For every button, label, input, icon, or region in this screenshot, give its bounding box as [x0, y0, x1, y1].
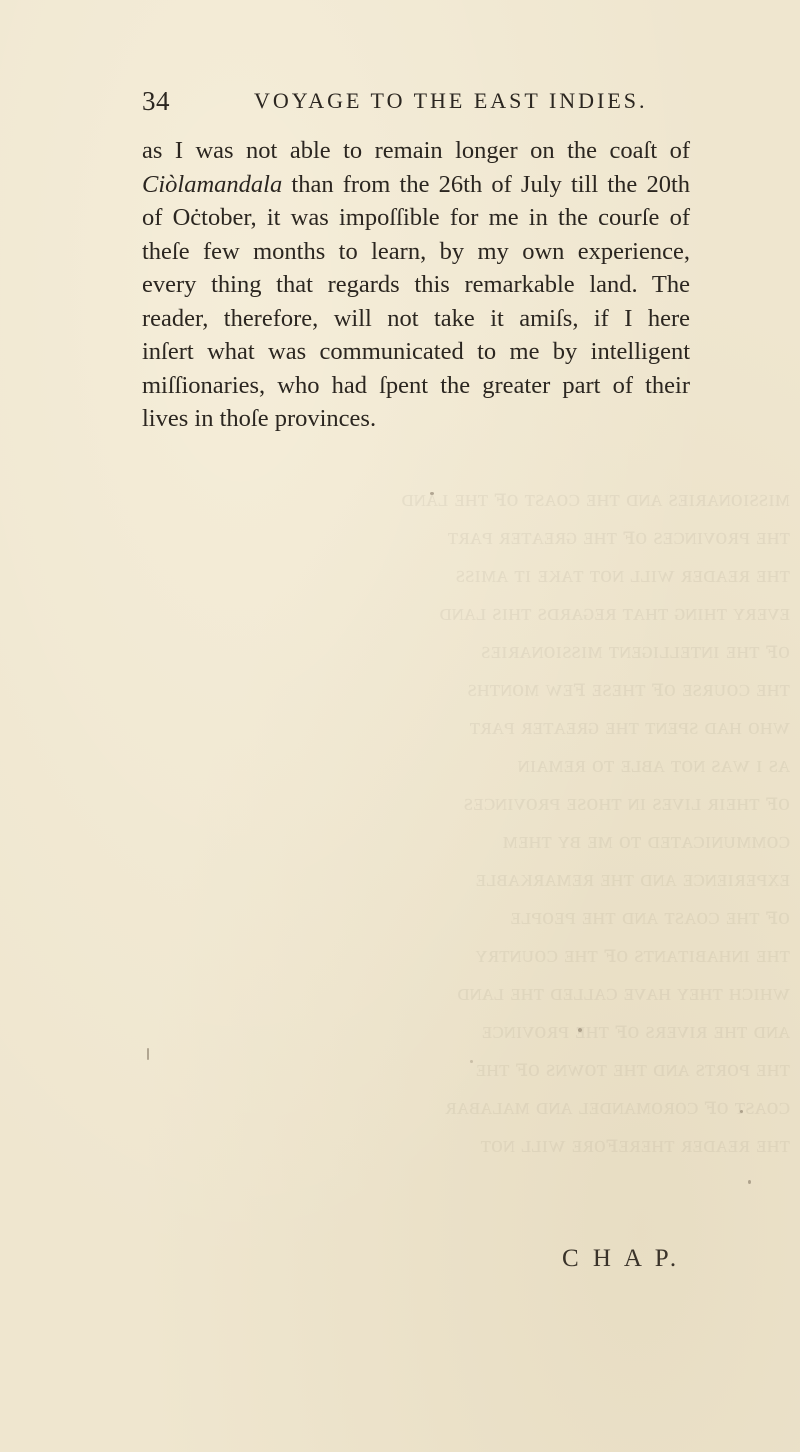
text-line: as I was not able to remain longer on the coaſt of	[142, 137, 690, 164]
text-line-remainder: than from the 26th of July till the 20th	[291, 170, 690, 198]
paper-speck	[740, 1110, 743, 1113]
bleed-through-texture: ᴍɪssɪᴏɴᴀʀɪᴇs ᴀɴᴅ ᴛʜᴇ ᴄᴏᴀsᴛ ᴏꜰ ᴛʜᴇ ʟᴀɴᴅ ᴛʜᴇ ᴘʀᴏᴠɪɴᴄᴇs ᴏꜰ ᴛʜᴇ ɢʀᴇᴀᴛᴇʀ ᴘᴀʀᴛ ᴛʜᴇ ʀᴇᴀᴅᴇʀ ᴡɪʟʟ ɴᴏᴛ ᴛᴀᴋᴇ ɪᴛ ᴀᴍɪss ᴇᴠᴇʀʏ ᴛʜɪɴɢ ᴛʜᴀᴛ ʀᴇɢᴀʀᴅs ᴛʜɪs ʟᴀɴᴅ ᴏꜰ ᴛʜᴇ ɪɴᴛᴇʟʟɪɢᴇɴᴛ ᴍɪssɪᴏɴᴀʀɪᴇs ᴛʜᴇ ᴄᴏᴜʀsᴇ ᴏꜰ ᴛʜᴇsᴇ ꜰᴇᴡ ᴍᴏɴᴛʜs ᴡʜᴏ ʜᴀᴅ sᴘᴇɴᴛ ᴛʜᴇ ɢʀᴇᴀᴛᴇʀ ᴘᴀʀᴛ ᴀs ɪ ᴡᴀs ɴᴏᴛ ᴀʙʟᴇ ᴛᴏ ʀᴇᴍᴀɪɴ ᴏꜰ ᴛʜᴇɪʀ ʟɪᴠᴇs ɪɴ ᴛʜᴏsᴇ ᴘʀᴏᴠɪɴᴄᴇs ᴄᴏᴍᴍᴜɴɪᴄᴀᴛᴇᴅ ᴛᴏ ᴍᴇ ʙʏ ᴛʜᴇᴍ ᴇxᴘᴇʀɪᴇɴᴄᴇ ᴀɴᴅ ᴛʜᴇ ʀᴇᴍᴀʀᴋᴀʙʟᴇ ᴏꜰ ᴛʜᴇ ᴄᴏᴀsᴛ ᴀɴᴅ ᴛʜᴇ ᴘᴇᴏᴘʟᴇ ᴛʜᴇ ɪɴʜᴀʙɪᴛᴀɴᴛs ᴏꜰ ᴛʜᴇ ᴄᴏᴜɴᴛʀʏ ᴡʜɪᴄʜ ᴛʜᴇʏ ʜᴀᴠᴇ ᴄᴀʟʟᴇᴅ ᴛʜᴇ ʟᴀɴᴅ ᴀɴᴅ ᴛʜᴇ ʀɪᴠᴇʀs ᴏꜰ ᴛʜᴇ ᴘʀᴏᴠɪɴᴄᴇ ᴛʜᴇ ᴘᴏʀᴛs ᴀɴᴅ ᴛʜᴇ ᴛᴏᴡɴs ᴏꜰ ᴛʜᴇ ᴄᴏᴀsᴛ ᴏꜰ ᴄᴏʀᴏᴍᴀɴᴅᴇʟ ᴀɴᴅ ᴍᴀʟᴀʙᴀʀ ᴛʜᴇ ʀᴇᴀᴅᴇʀ ᴛʜᴇʀᴇꜰᴏʀᴇ ᴡɪʟʟ ɴᴏᴛ	[401, 486, 790, 1158]
paper-speck	[470, 1060, 473, 1063]
text-line: inſert what was communicated to me by intelligent	[142, 338, 690, 365]
text-line: miſſionaries, who had ſpent the greater part of their	[142, 371, 690, 399]
text-line: every thing that regards this remarkable land. The	[142, 271, 690, 298]
page-header	[142, 86, 682, 126]
text-line: lives in thoſe provinces.	[142, 405, 377, 432]
paper-speck	[578, 1028, 582, 1032]
text-line: theſe few months to learn, by my own experience,	[142, 237, 690, 265]
text-line	[142, 168, 690, 202]
page-number: 34	[142, 86, 170, 116]
paper-speck	[430, 492, 434, 495]
paper-speck	[147, 1048, 149, 1060]
paper-speck	[748, 1180, 751, 1184]
place-name: Ciòlamandala	[142, 170, 283, 198]
running-head: VOYAGE TO THE EAST INDIES.	[254, 88, 648, 113]
body-paragraph	[142, 134, 690, 436]
catchword: C H A P.	[562, 1245, 681, 1272]
text-line: of Oċtober, it was impoſſible for me in the courſe of	[142, 204, 690, 231]
text-line: reader, therefore, will not take it amiſs, if I here	[142, 304, 690, 332]
